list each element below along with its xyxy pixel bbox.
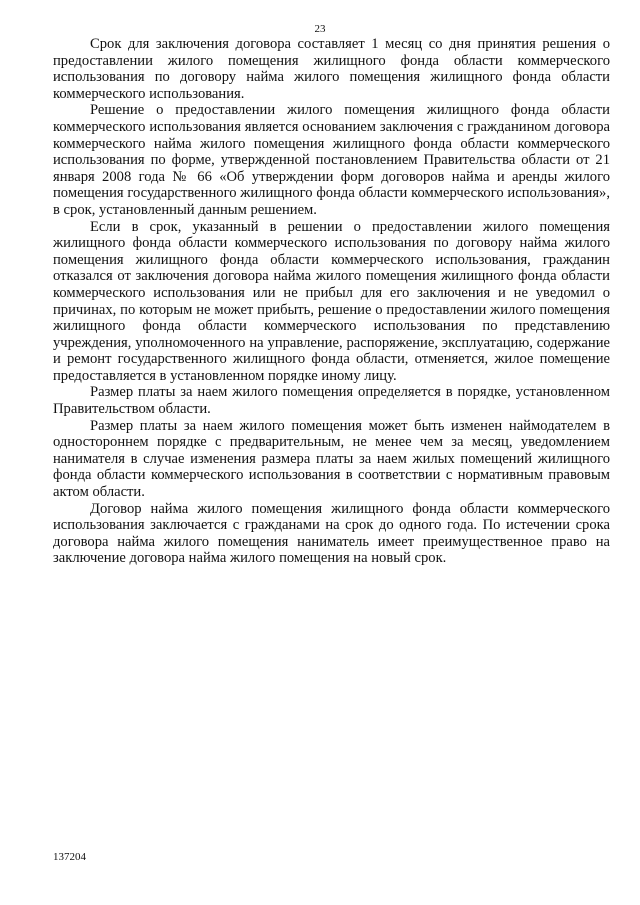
paragraph-decision-basis: Решение о предоставлении жилого помещения жилищного фонда области коммерческого использования является основанием заключения с гражданином договора коммерческого найма жилого помещения жилищного фонда области коммерческого использования по форме, утвержденной постановлением Правительства области от 21 января 2008 года № 66 «Об утверждении форм договоров найма и аренды жилого помещения государственного жилищного фонда области коммерческого использования», в срок, установленный данным решением. xyxy=(53,102,610,218)
paragraph-refusal: Если в срок, указанный в решении о предоставлении жилого помещения жилищного фонда области коммерческого использования по договору найма жилого помещения жилищного фонда области коммерческого использования, гражданин отказался от заключения договора найма жилого помещения жилищного фонда области коммерческого использования или не прибыл для его заключения и не уведомил о причинах, по которым не может прибыть, решение о предоставлении жилого помещения жилищного фонда области коммерческого использования по представлению учреждения, уполномоченного на управление, распоряжение, эксплуатацию, содержание и ремонт государственного жилищного фонда области, отменяется, жилое помещение предоставляется в установленном порядке иному лицу. xyxy=(53,218,610,384)
page-number: 23 xyxy=(314,23,326,35)
document-code: 137204 xyxy=(53,851,86,863)
paragraph-contract-duration: Договор найма жилого помещения жилищного фонда области коммерческого использования заключается с гражданами на срок до одного года. По истечении срока договора найма жилого помещения наниматель имеет преимущественное право на заключение договора найма жилого помещения на новый срок. xyxy=(53,500,610,567)
paragraph-rent-amount: Размер платы за наем жилого помещения определяется в порядке, установленном Правительством области. xyxy=(53,384,610,418)
paragraph-rent-change: Размер платы за наем жилого помещения может быть изменен наймодателем в одностороннем порядке с предварительным, не менее чем за месяц, уведомлением нанимателя в случае изменения размера платы за наем жилых помещений жилищного фонда области коммерческого использования в соответствии с нормативным правовым актом области. xyxy=(53,417,610,501)
paragraph-contract-term: Срок для заключения договора составляет 1 месяц со дня принятия решения о предоставлении жилого помещения жилищного фонда области коммерческого использования по договору найма жилого помещения жилищного фонда области коммерческого использования. xyxy=(53,36,610,102)
document-body xyxy=(53,36,610,567)
